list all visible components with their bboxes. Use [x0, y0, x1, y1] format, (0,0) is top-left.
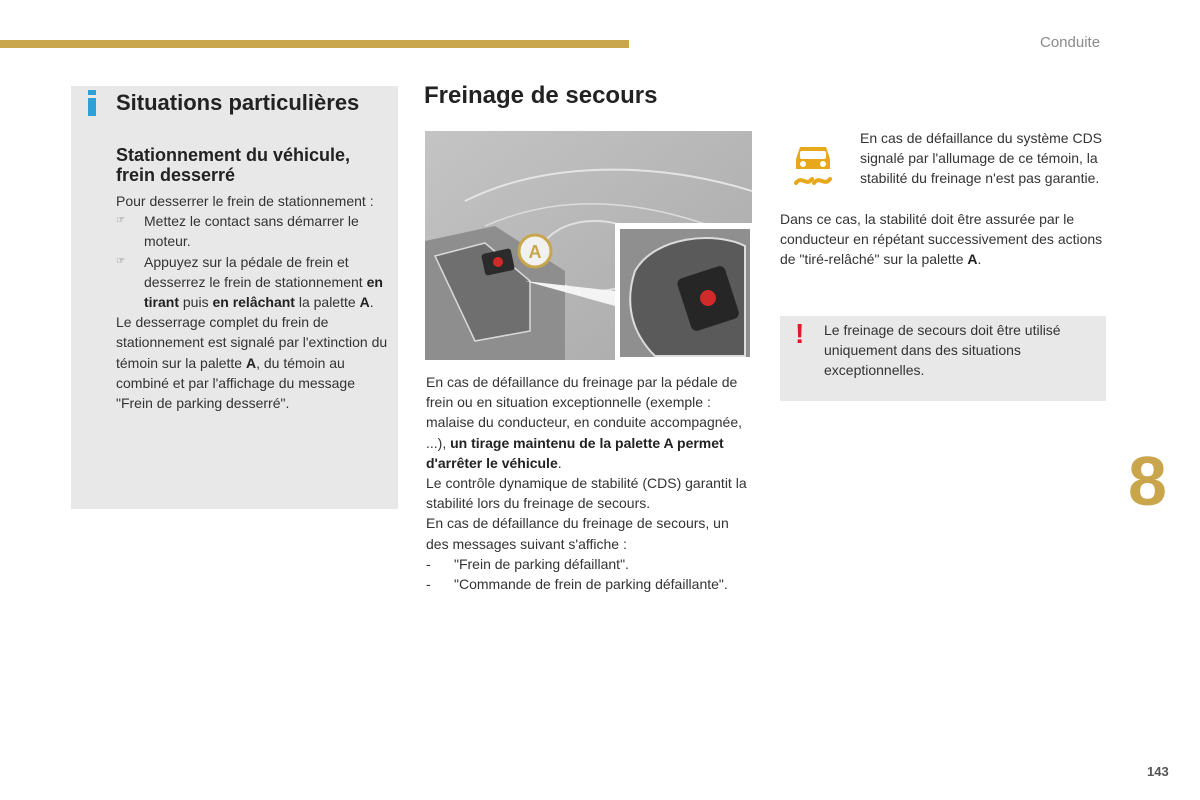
list-item: - "Commande de frein de parking défaillante". [426, 574, 751, 594]
exclamation-icon: ! [795, 318, 805, 349]
page-number: 143 [1147, 764, 1169, 779]
header-accent-bar [0, 40, 629, 48]
info-panel-intro: Pour desserrer le frein de stationnement : [116, 193, 374, 209]
cds-body: Dans ce cas, la stabilité doit être assurée par le conducteur en répétant successivement des actions de "tiré-relâché" sur la palette A. [780, 211, 1103, 268]
parking-brake-illustration [425, 131, 752, 360]
info-panel-subtitle: Stationnement du véhicule, frein desserré [116, 145, 351, 185]
pointing-hand-icon: ☞ [116, 215, 125, 227]
dash-bullet: - [426, 555, 431, 572]
chapter-number: 8 [1128, 442, 1167, 520]
info-panel-body [116, 191, 391, 413]
list-item: ☞ Appuyez sur la pédale de frein et desserrez le frein de stationnement en tirant puis en relâchant la palette A. [116, 253, 383, 311]
main-body [426, 372, 751, 594]
section-name: Conduite [1040, 34, 1101, 51]
paragraph: En cas de défaillance du freinage de secours, un des messages suivant s'affiche : [426, 515, 729, 552]
cds-warning-icon [788, 141, 838, 191]
info-panel-closing: Le desserrage complet du frein de stationnement est signalé par l'extinction du témoin sur la palette A, du témoin au combiné et par l'affichage du message "Frein de parking desserré". [116, 314, 388, 412]
section-title: Freinage de secours [424, 82, 658, 109]
list-item: ☞ Mettez le contact sans démarrer le moteur. [116, 213, 359, 250]
pointing-hand-icon: ☞ [116, 255, 125, 267]
info-panel-title: Situations particulières [116, 90, 360, 115]
info-icon [86, 90, 98, 124]
callout-label-a: A [528, 242, 542, 262]
paragraph: En cas de défaillance du freinage par la pédale de frein ou en situation exceptionnelle (exemple : malaise du conducteur, en conduite accompagnée, ...), un tirage maintenu de la palette A permet d'arrêter le véhicule. [426, 374, 742, 471]
list-item: - "Frein de parking défaillant". [426, 554, 751, 574]
cds-intro: En cas de défaillance du système CDS signalé par l'allumage de ce témoin, la stabilité du freinage n'est pas garantie. [860, 130, 1103, 187]
dash-bullet: - [426, 576, 431, 593]
warning-text: Le freinage de secours doit être utilisé uniquement dans des situations exceptionnelles. [824, 322, 1061, 379]
paragraph: Le contrôle dynamique de stabilité (CDS) garantit la stabilité lors du freinage de secours. [426, 475, 747, 512]
